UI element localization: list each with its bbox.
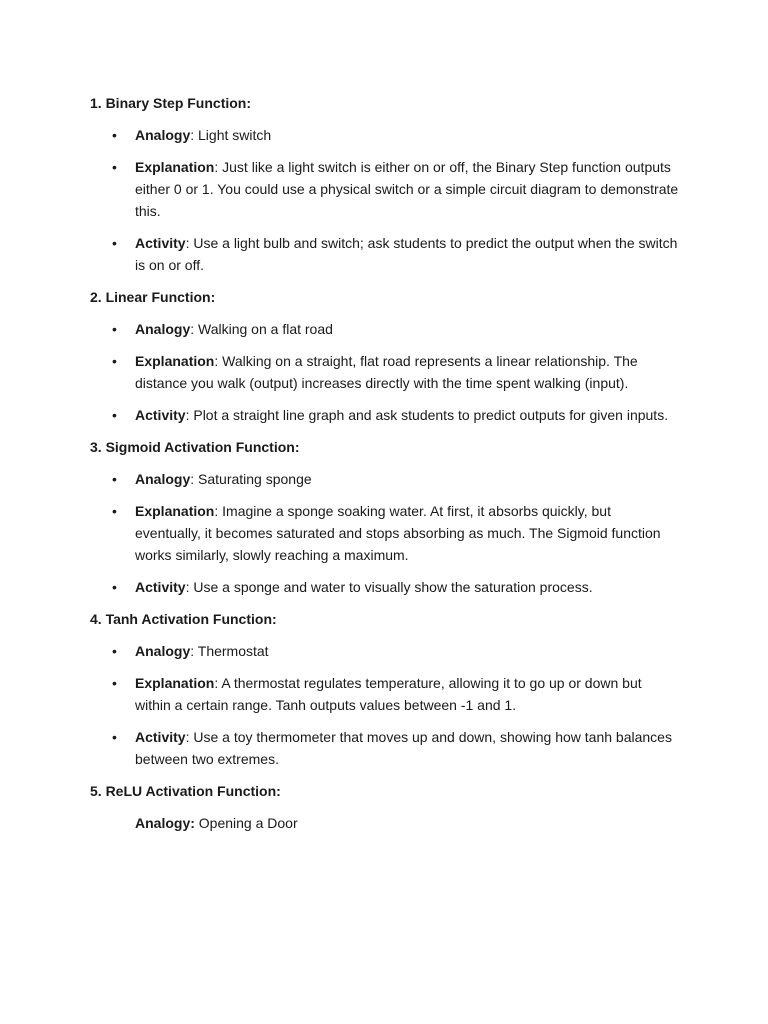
section-heading: 2. Linear Function: xyxy=(90,289,216,305)
item-separator: : xyxy=(190,643,198,659)
item-text: Opening a Door xyxy=(194,815,298,831)
section-relu xyxy=(90,780,680,834)
bullet-icon: • xyxy=(112,127,117,143)
analogy-line xyxy=(90,812,680,834)
item-term: Explanation xyxy=(135,675,215,691)
section-heading: 1. Binary Step Function: xyxy=(90,95,252,111)
bullet-icon: • xyxy=(112,729,117,745)
list-item xyxy=(90,350,680,394)
list-item xyxy=(90,672,680,716)
item-text: Use a sponge and water to visually show the saturation process. xyxy=(193,579,593,595)
bullet-icon: • xyxy=(112,579,117,595)
list-item xyxy=(90,156,680,222)
item-term: Analogy xyxy=(135,471,191,487)
bullet-icon: • xyxy=(112,407,117,423)
item-text: Saturating sponge xyxy=(198,471,312,487)
item-term: Activity xyxy=(135,407,186,423)
bullet-icon: • xyxy=(112,353,117,369)
item-term: Activity xyxy=(135,579,186,595)
bullet-icon: • xyxy=(112,321,117,337)
bullet-icon: • xyxy=(112,643,117,659)
item-text: Use a light bulb and switch; ask students to predict the output when the switch is on or off. xyxy=(135,235,678,273)
section-linear xyxy=(90,286,680,426)
item-term: Explanation xyxy=(135,503,215,519)
item-text: A thermostat regulates temperature, allowing it to go up or down but within a certain range. Tanh outputs values between -1 and 1. xyxy=(135,675,642,713)
item-separator: : xyxy=(185,579,194,595)
list-item xyxy=(90,640,680,662)
list-item xyxy=(90,726,680,770)
item-text: Thermostat xyxy=(197,643,269,659)
section-heading: 3. Sigmoid Activation Function: xyxy=(90,439,300,455)
section-heading: 5. ReLU Activation Function: xyxy=(90,783,281,799)
item-separator: : xyxy=(214,159,223,175)
section-binary-step xyxy=(90,92,680,276)
item-separator: : xyxy=(185,235,194,251)
item-term: Explanation xyxy=(135,353,215,369)
item-text: Light switch xyxy=(198,127,272,143)
item-term: Explanation xyxy=(135,159,215,175)
section-tanh xyxy=(90,608,680,770)
item-text: Imagine a sponge soaking water. At first, it absorbs quickly, but eventually, it becomes saturated and stops absorbing as much. The Sigmoid function works similarly, slowly reaching a maximum. xyxy=(135,503,661,563)
section-heading: 4. Tanh Activation Function: xyxy=(90,611,277,627)
item-separator: : xyxy=(185,407,194,423)
list-item xyxy=(90,500,680,566)
item-separator: : xyxy=(190,471,199,487)
item-term: Activity xyxy=(135,235,186,251)
bullet-list xyxy=(90,124,680,276)
item-text: Use a toy thermometer that moves up and down, showing how tanh balances between two extremes. xyxy=(135,729,672,767)
bullet-icon: • xyxy=(112,471,117,487)
item-text: Plot a straight line graph and ask students to predict outputs for given inputs. xyxy=(193,407,669,423)
item-text: Walking on a straight, flat road represents a linear relationship. The distance you walk (output) increases directly with the time spent walking (input). xyxy=(135,353,638,391)
item-text: Walking on a flat road xyxy=(198,321,333,337)
list-item xyxy=(90,232,680,276)
document-page xyxy=(90,92,680,844)
item-separator: : xyxy=(190,127,199,143)
bullet-list xyxy=(90,468,680,598)
bullet-icon: • xyxy=(112,503,117,519)
bullet-icon: • xyxy=(112,235,117,251)
list-item xyxy=(90,404,680,426)
bullet-icon: • xyxy=(112,675,117,691)
item-term: Analogy xyxy=(135,643,191,659)
item-term: Analogy xyxy=(135,127,191,143)
list-item xyxy=(90,468,680,490)
list-item xyxy=(90,318,680,340)
item-term: Analogy xyxy=(135,321,191,337)
bullet-list xyxy=(90,640,680,770)
item-separator: : xyxy=(214,675,222,691)
item-text: Just like a light switch is either on or off, the Binary Step function outputs either 0 or 1. You could use a physical switch or a simple circuit diagram to demonstrate this. xyxy=(135,159,679,219)
section-sigmoid xyxy=(90,436,680,598)
item-separator: : xyxy=(214,503,223,519)
item-separator: : xyxy=(185,729,194,745)
bullet-icon: • xyxy=(112,159,117,175)
item-term: Analogy: xyxy=(135,815,195,831)
list-item xyxy=(90,576,680,598)
item-term: Activity xyxy=(135,729,186,745)
item-separator: : xyxy=(214,353,223,369)
list-item xyxy=(90,124,680,146)
item-separator: : xyxy=(190,321,199,337)
bullet-list xyxy=(90,318,680,426)
